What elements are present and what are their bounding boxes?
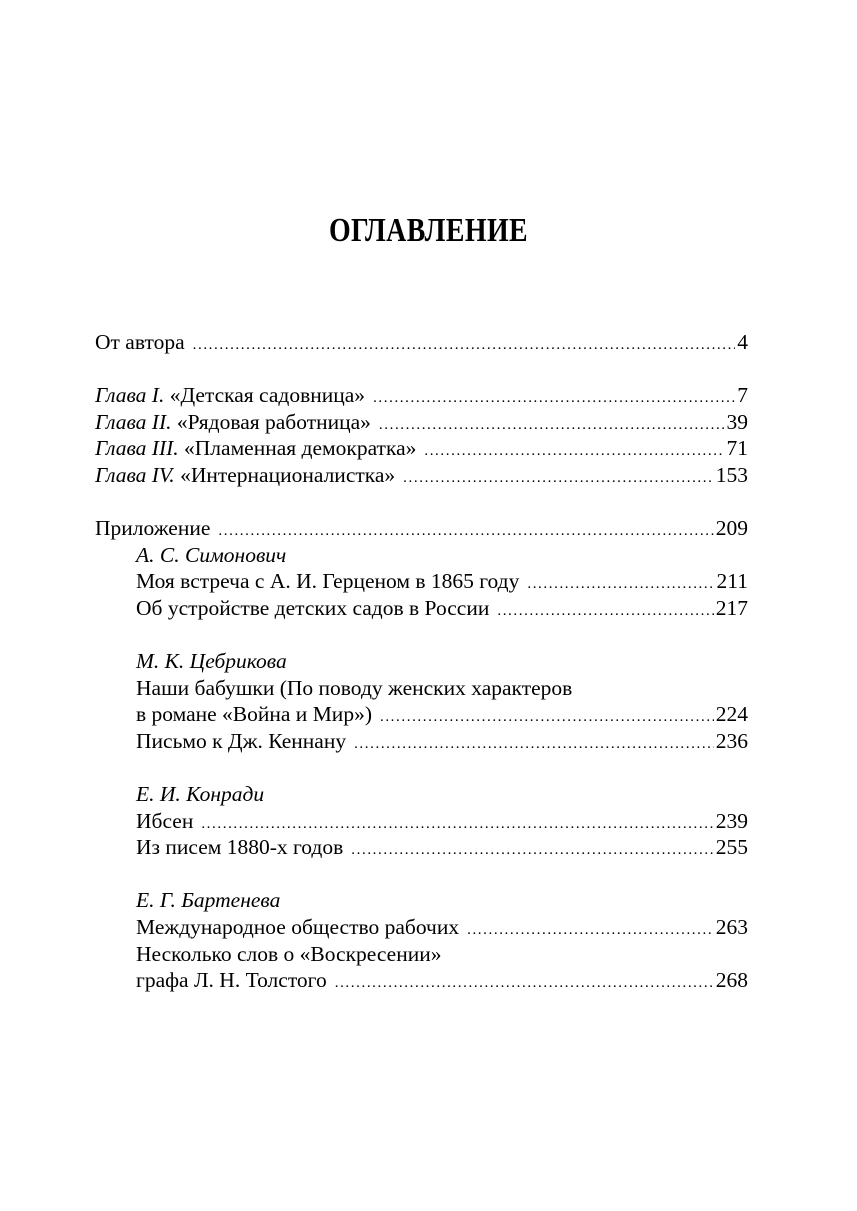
toc-entry[interactable]	[95, 568, 748, 595]
toc-entry[interactable]	[95, 967, 748, 994]
chapter-number: Глава III.	[95, 436, 179, 461]
page-number: 39	[726, 409, 748, 434]
entry-title: «Интернационалистка»	[180, 462, 396, 487]
dot-leader	[201, 811, 713, 838]
toc-entry[interactable]	[95, 595, 748, 622]
page-number: 268	[715, 968, 748, 993]
toc-entry-chapter-2[interactable]	[95, 409, 748, 436]
toc-entry[interactable]	[95, 808, 748, 835]
page-number: 236	[715, 728, 748, 753]
entry-title: «Рядовая работница»	[176, 409, 371, 434]
entry-title: Приложение	[95, 516, 211, 541]
chapter-number: Глава I.	[95, 383, 165, 408]
chapter-number: Глава IV.	[95, 462, 175, 487]
page-number: 209	[715, 516, 748, 541]
entry-title: «Пламенная демократка»	[184, 436, 417, 461]
entry-title: Международное общество рабочих	[136, 915, 460, 940]
entry-title-line1: Наши бабушки (По поводу женских характеров	[136, 675, 573, 700]
toc-entry[interactable]	[95, 701, 748, 728]
dot-leader	[354, 731, 714, 758]
dot-leader	[193, 332, 736, 359]
dot-leader	[403, 465, 714, 492]
toc-entry-chapter-4[interactable]	[95, 462, 748, 489]
dot-leader	[379, 412, 725, 439]
section-author: Е. И. Конради	[136, 782, 265, 807]
entry-title: Ибсен	[136, 808, 194, 833]
entry-title: От автора	[95, 330, 185, 354]
section-author: М. К. Цебрикова	[136, 649, 287, 674]
dot-leader	[351, 837, 713, 864]
dot-leader	[335, 970, 714, 997]
dot-leader	[424, 438, 724, 465]
table-of-contents	[95, 329, 748, 994]
toc-entry-chapter-3[interactable]	[95, 435, 748, 462]
dot-leader	[380, 704, 714, 731]
page-number: 4	[737, 330, 748, 354]
entry-title: «Детская садовница»	[169, 383, 366, 408]
toc-entry[interactable]	[95, 728, 748, 755]
page-number: 153	[715, 462, 748, 487]
entry-title: Об устройстве детских садов в России	[136, 595, 490, 620]
chapter-number: Глава II.	[95, 409, 172, 434]
toc-entry-appendix[interactable]	[95, 515, 748, 542]
page-number: 263	[715, 915, 748, 940]
dot-leader	[373, 385, 735, 412]
page-number: 7	[737, 383, 748, 408]
toc-entry-preface[interactable]	[95, 329, 748, 356]
page-number: 239	[715, 808, 748, 833]
entry-title-line2: графа Л. Н. Толстого	[136, 968, 327, 993]
entry-title-line2: в романе «Война и Мир»)	[136, 702, 372, 727]
dot-leader	[527, 571, 714, 598]
toc-entry[interactable]	[95, 834, 748, 861]
toc-entry-chapter-1[interactable]	[95, 382, 748, 409]
entry-title: Моя встреча с А. И. Герценом в 1865 году	[136, 569, 520, 594]
entry-title: Из писем 1880-х годов	[136, 835, 344, 860]
dot-leader	[497, 598, 713, 625]
page-number: 217	[715, 595, 748, 620]
page-number: 211	[716, 569, 748, 594]
page-number: 255	[715, 835, 748, 860]
section-author: Е. Г. Бартенева	[136, 888, 281, 913]
entry-title: Письмо к Дж. Кеннану	[136, 728, 347, 753]
page-title: ОГЛАВЛЕНИЕ	[328, 212, 529, 249]
toc-entry[interactable]	[95, 914, 748, 941]
dot-leader	[467, 917, 714, 944]
entry-title-line1: Несколько слов о «Воскресении»	[136, 941, 442, 966]
dot-leader	[218, 518, 713, 545]
page-number: 224	[715, 702, 748, 727]
page-number: 71	[726, 436, 748, 461]
section-author: А. С. Симонович	[136, 542, 287, 567]
